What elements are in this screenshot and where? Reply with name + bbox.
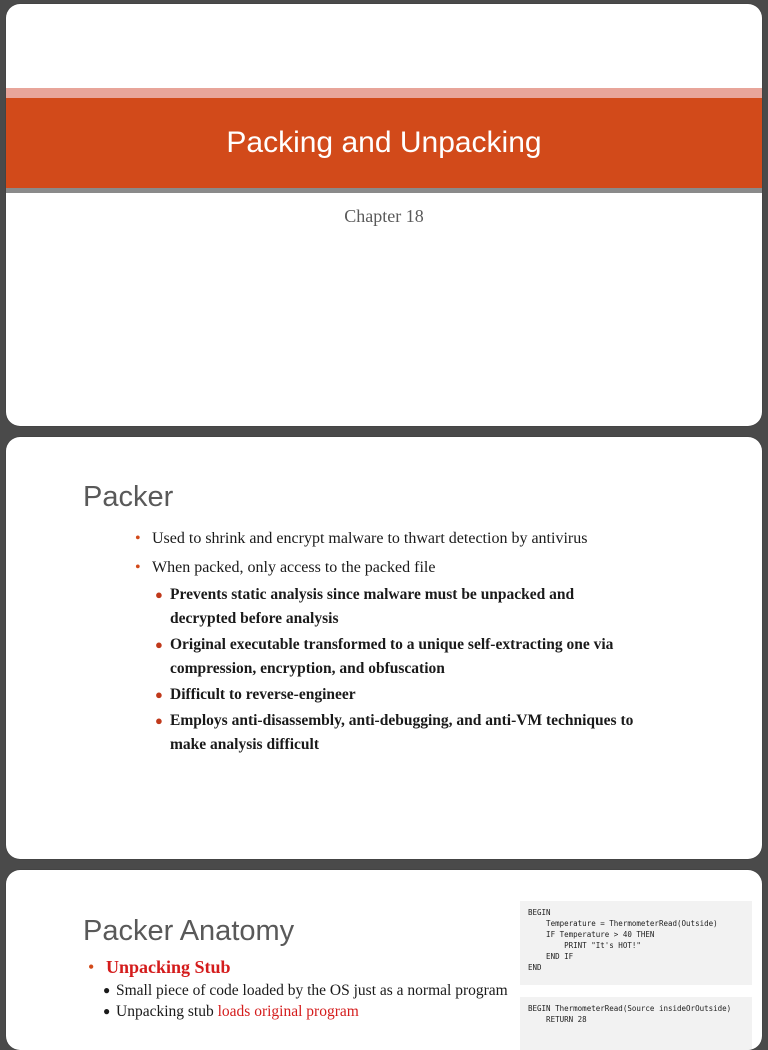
bullet-heading — [86, 954, 526, 980]
bullet-text: When packed, only access to the packed file — [152, 559, 436, 576]
sub-bullet-text: Original executable transformed to a unique self-extracting one via compression, encryption, and obfuscation — [170, 636, 614, 677]
slide-title: Packing and Unpacking — [226, 126, 542, 159]
sub-bullet-item — [152, 583, 634, 631]
sub-bullet-icon: ● — [155, 637, 163, 652]
bullet-item — [134, 556, 634, 757]
bullet-list — [134, 527, 634, 762]
title-band-bottom — [6, 188, 762, 193]
sub-bullet-item — [86, 980, 526, 1001]
highlight-text: loads original program — [217, 1003, 359, 1020]
sub-bullet-icon: ● — [103, 1004, 111, 1018]
sub-bullet-list — [152, 583, 634, 757]
sub-bullet-icon: ● — [103, 983, 111, 997]
bullet-icon: • — [88, 957, 95, 977]
slide-title: Packer — [83, 481, 174, 513]
title-band-top — [6, 88, 762, 98]
sub-bullet-text: Difficult to reverse-engineer — [170, 686, 356, 703]
sub-bullet-text: Employs anti-disassembly, anti-debugging, and anti-VM techniques to make analysis difficult — [170, 712, 634, 753]
sub-bullet-item — [86, 1001, 526, 1022]
bullet-list — [86, 954, 526, 1022]
sub-bullet-item — [152, 633, 634, 681]
bullet-item — [134, 527, 634, 551]
bullet-icon: • — [135, 530, 141, 547]
sub-bullet-item — [152, 709, 634, 757]
bullet-text: Used to shrink and encrypt malware to thwart detection by antivirus — [152, 530, 588, 547]
bullet-heading-text: Unpacking Stub — [106, 957, 231, 977]
sub-bullet-icon: ● — [155, 713, 163, 728]
sub-bullet-text: Unpacking stub — [116, 1003, 218, 1020]
sub-bullet-text: Prevents static analysis since malware must be unpacked and decrypted before analysis — [170, 586, 575, 627]
packer-anatomy-slide — [6, 870, 762, 1050]
slide-subtitle: Chapter 18 — [344, 206, 424, 226]
bullet-icon: • — [135, 559, 141, 576]
slide-title: Packer Anatomy — [83, 915, 295, 947]
sub-bullet-text: Small piece of code loaded by the OS just as a normal program — [116, 982, 508, 999]
code-sample: BEGIN Temperature = ThermometerRead(Outside) IF Temperature > 40 THEN PRINT "It's HOT!" END IF END — [520, 901, 752, 985]
code-sample: BEGIN ThermometerRead(Source insideOrOutside) RETURN 28 — [520, 997, 752, 1050]
sub-bullet-icon: ● — [155, 687, 163, 702]
sub-bullet-icon: ● — [155, 587, 163, 602]
sub-bullet-item — [152, 683, 634, 707]
title-slide — [6, 4, 762, 426]
packer-slide — [6, 437, 762, 859]
